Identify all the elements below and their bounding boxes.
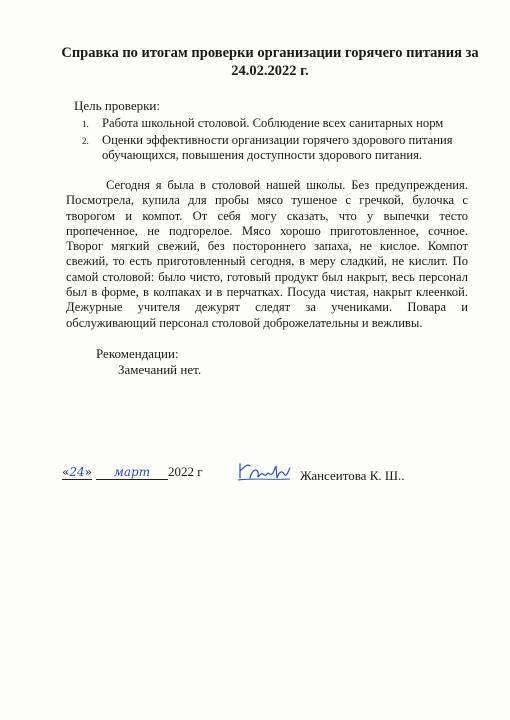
signer-name: Жансеитова К. Ш.. xyxy=(300,468,405,483)
date-month: март xyxy=(113,465,151,479)
goal-text: Оценки эффективности организации горячего здорового питания обучающихся, повышения доступности здорового питания. xyxy=(102,132,453,162)
date-day: 24 xyxy=(69,465,85,479)
date-day-field: «24» xyxy=(62,465,92,479)
list-item xyxy=(82,133,462,164)
date-month-field xyxy=(96,465,168,480)
goal-text: Работа школьной столовой. Соблюдение всех санитарных норм xyxy=(102,116,444,130)
document-title: Справка по итогам проверки организации горячего питания за 24.02.2022 г. xyxy=(61,45,479,79)
date-year: 2022 г xyxy=(168,464,203,479)
date-line xyxy=(62,464,203,480)
goal-list xyxy=(82,116,462,165)
list-number: 1. xyxy=(82,119,89,129)
recommendations-text: Замечаний нет. xyxy=(118,362,202,377)
report-body: Сегодня я была в столовой нашей школы. Без предупреждения. Посмотрела, купила для пробы мясо тушеное с гречкой, булочка с творогом и компот. От себя могу сказать, что у выпечки тесто пропеченное, не подгорелое. Мясо хорошо приготовленное, сочное. Творог мягкий свежий, без постороннего запаха, не кислое. Компот свежий, то есть приготовленный сегодня, в меру сладкий, не кислит. По самой столовой: было чисто, готовый продукт был накрыт, весь персонал был в форме, в колпаках и в перчатках. Посуда чистая, накрыт клеенкой. Дежурные учителя дежурят следят за учениками. Повара и обслуживающий персонал столовой доброжелательны и вежливы. xyxy=(66,178,468,330)
recommendations-label: Рекомендации: xyxy=(96,346,179,361)
handwritten-signature xyxy=(236,456,292,486)
list-item xyxy=(82,116,462,132)
list-number: 2. xyxy=(82,135,89,146)
goal-label: Цель проверки: xyxy=(74,98,160,113)
